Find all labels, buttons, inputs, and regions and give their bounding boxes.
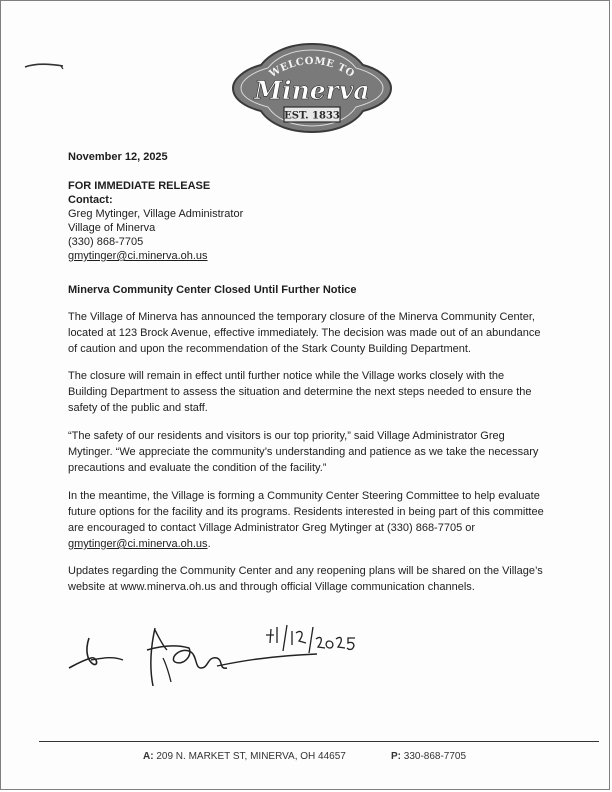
paragraph-5: Updates regarding the Community Center and any reopening plans will be shared on the Village’s website at www.minerva.oh.us and through official Village communication channels. xyxy=(68,565,543,593)
paragraph-1: The Village of Minerva has announced the temporary closure of the Minerva Community Center, located at 123 Brock Avenue, effective immediately. The decision was made out of an abundance of caution and upon the recommendation of the Stark County Building Department. xyxy=(68,311,541,355)
seal-established: EST. 1833 xyxy=(284,110,340,122)
footer-divider xyxy=(39,741,599,742)
paragraph-3: “The safety of our residents and visitors is our top priority,” said Village Administrator Greg Mytinger. “We appreciate the community’s understanding and patience as we take the necessary precautions and evaluate the condition of the facility.” xyxy=(68,430,539,474)
paragraph-4-email-link[interactable]: gmytinger@ci.minerva.oh.us xyxy=(68,538,208,550)
seal-name: Minerva xyxy=(254,76,370,105)
paragraph-2: The closure will remain in effect until further notice while the Village works closely with the Building Department to assess the situation and determine the next steps needed to ensure the safety of the public and staff. xyxy=(68,370,532,414)
paragraph-4-end: . xyxy=(207,538,211,550)
seal-top-text: WELCOME TO xyxy=(267,55,357,80)
footer-phone-value: 330-868-7705 xyxy=(403,751,467,762)
footer-address xyxy=(143,751,346,762)
footer-address-label: A: xyxy=(143,751,154,762)
contact-email-link[interactable]: gmytinger@ci.minerva.oh.us xyxy=(68,250,208,262)
paragraph-4-text: In the meantime, the Village is forming a Community Center Steering Committee to help evaluate future options for the facility and its programs. Residents interested in being part of this committee are encouraged to contact Village Administrator Greg Mytinger at (330) 868-7705 or xyxy=(68,490,544,534)
footer-address-value: 209 N. MARKET ST, MINERVA, OH 44657 xyxy=(156,751,346,762)
contact-phone: (330) 868-7705 xyxy=(68,236,144,248)
headline: Minerva Community Center Closed Until Further Notice xyxy=(68,284,357,296)
release-label: FOR IMMEDIATE RELEASE xyxy=(68,180,211,192)
footer-phone xyxy=(391,751,466,762)
stray-pen-mark xyxy=(23,59,67,73)
contact-name-title: Greg Mytinger, Village Administrator xyxy=(68,208,244,220)
minerva-seal-logo xyxy=(229,41,395,135)
contact-organization: Village of Minerva xyxy=(68,222,156,234)
footer-phone-label: P: xyxy=(391,751,401,762)
release-date: November 12, 2025 xyxy=(68,151,168,163)
paragraph-4 xyxy=(68,488,546,552)
contact-label: Contact: xyxy=(68,194,113,206)
handwritten-signature-date xyxy=(261,621,371,661)
